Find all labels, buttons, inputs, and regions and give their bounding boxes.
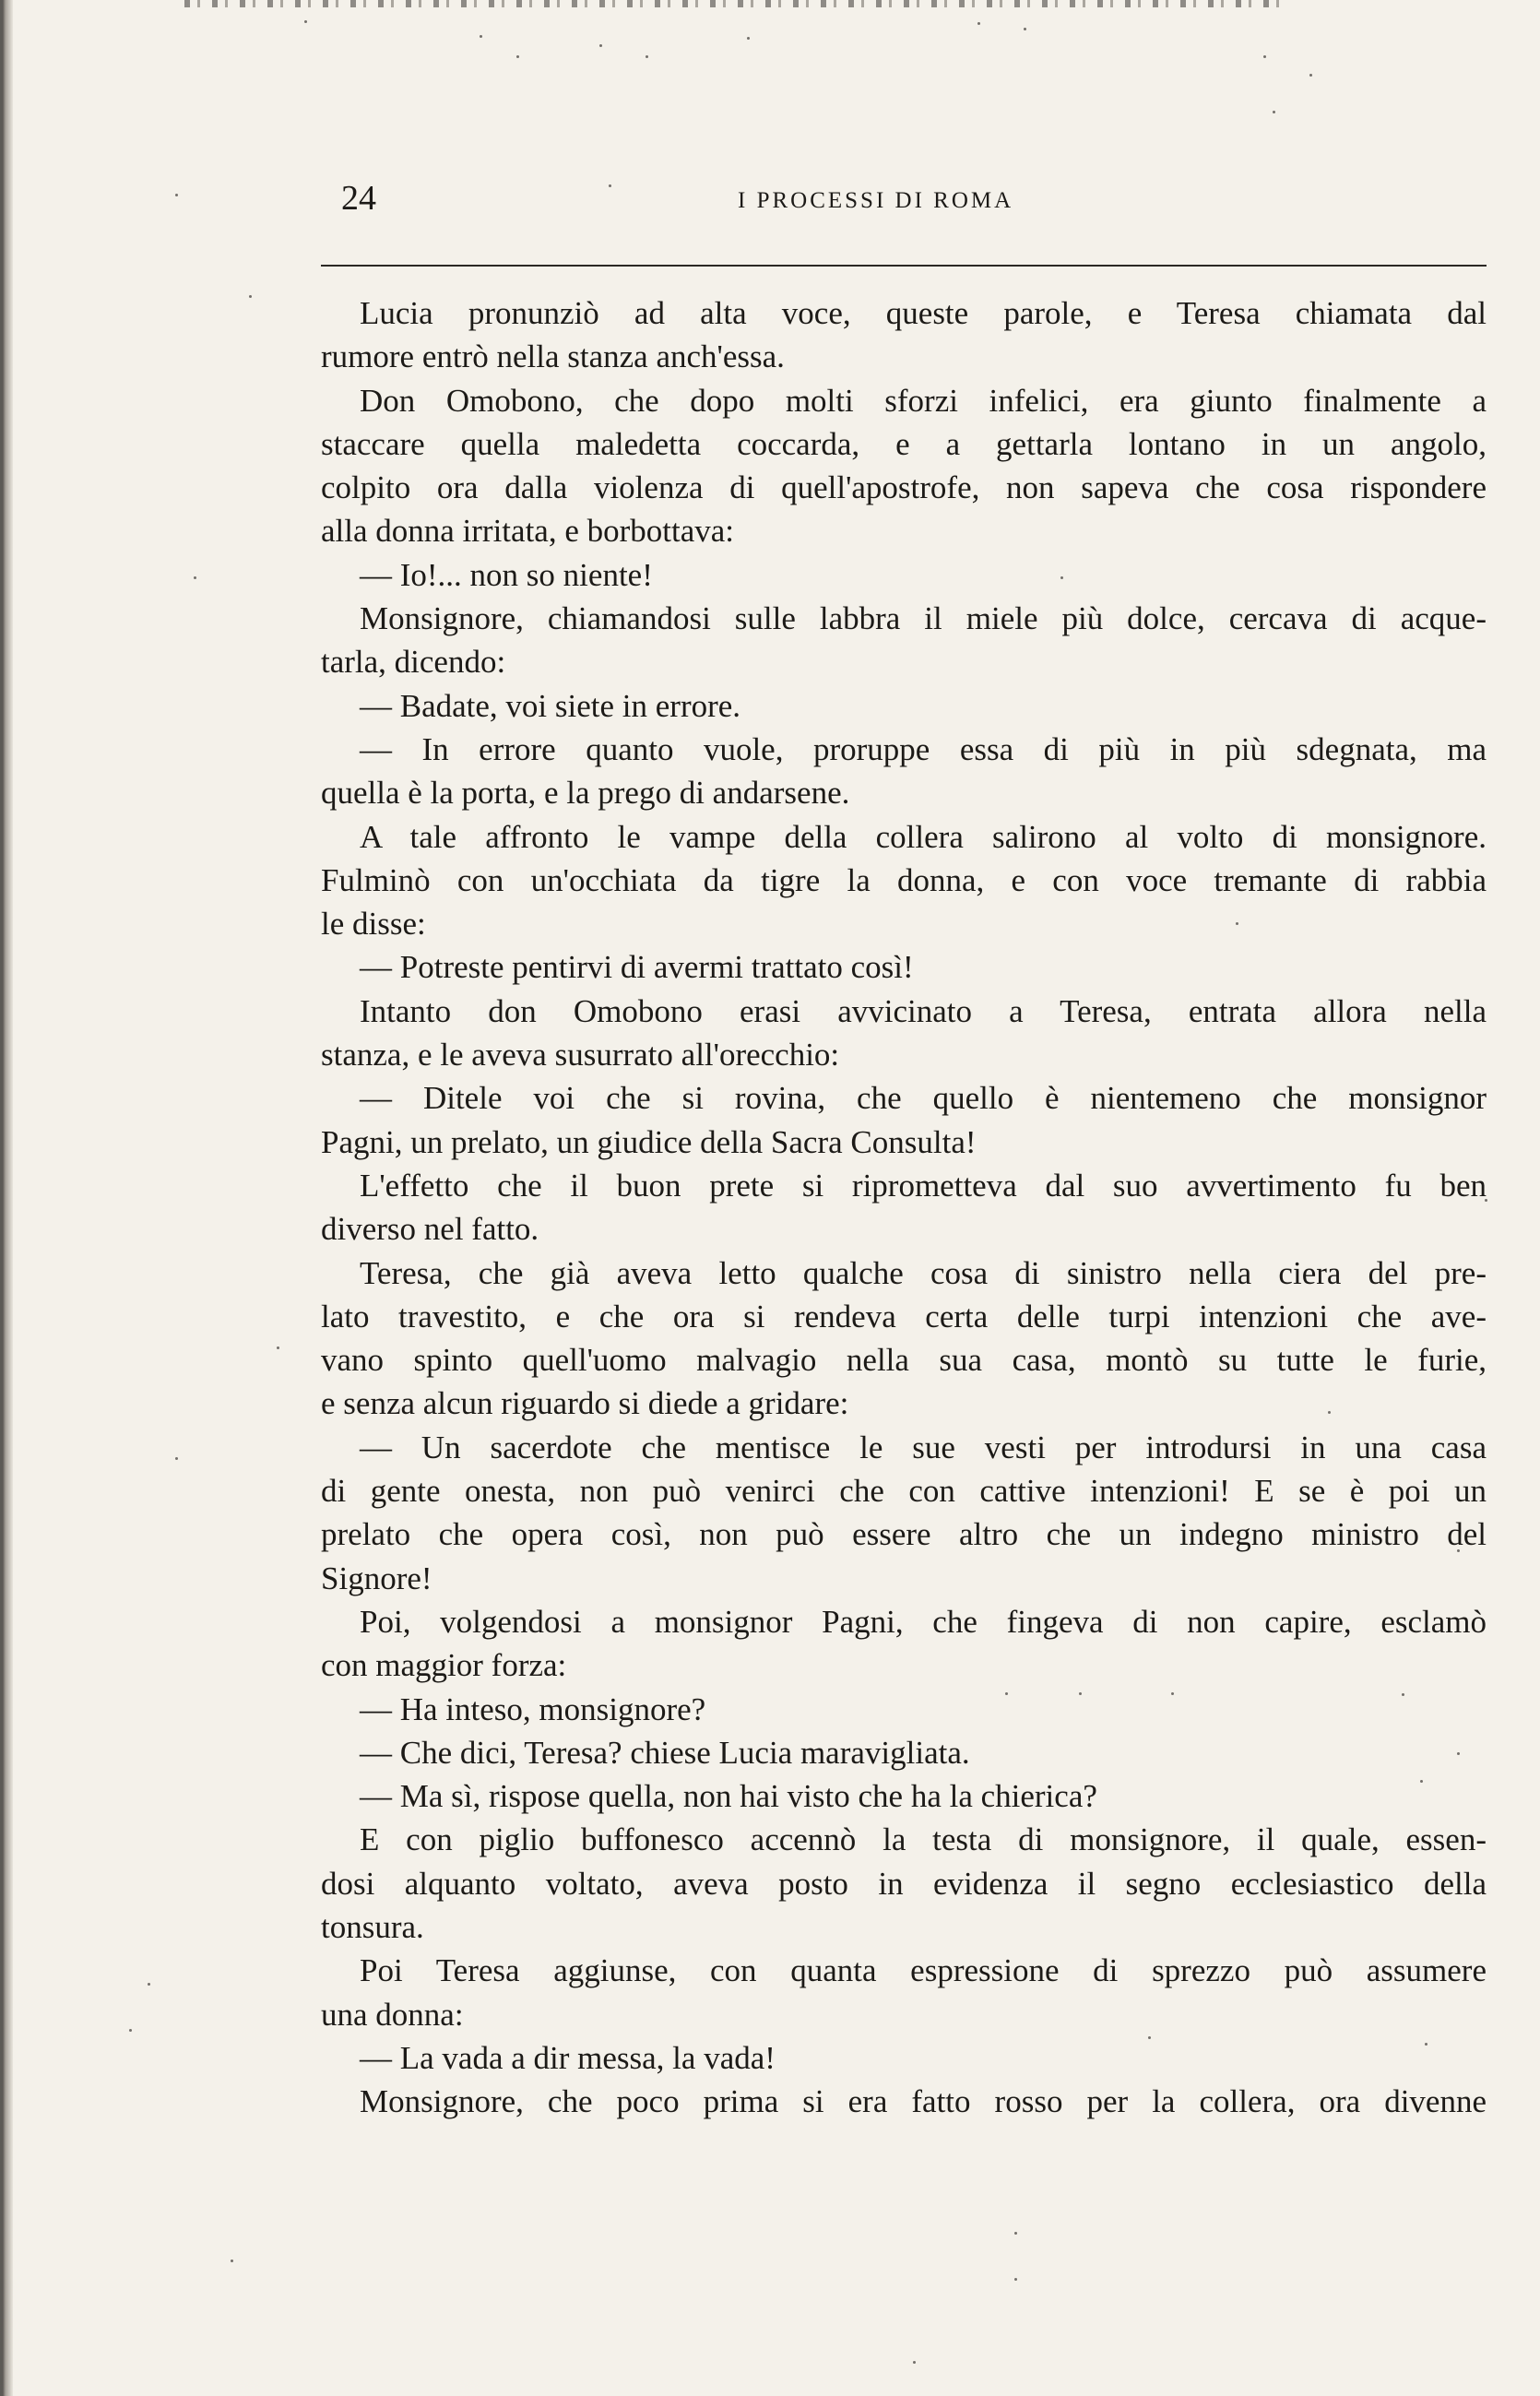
paper-speck [516, 55, 519, 58]
page-header [341, 175, 1485, 221]
text-line: e senza alcun riguardo si diede a gridare: [321, 1385, 849, 1422]
body-text [321, 291, 1487, 2123]
text-line: — In errore quanto vuole, proruppe essa di più in più sdegnata, ma [360, 730, 1487, 767]
paper-speck [175, 194, 178, 196]
text-line: staccare quella maledetta coccarda, e a gettarla lontano in un angolo, [321, 425, 1487, 462]
text-line: una donna: [321, 1996, 464, 2033]
text-line: Monsignore, che poco prima si era fatto rosso per la collera, ora divenne [360, 2083, 1487, 2120]
text-line: — Io!... non so niente! [360, 556, 653, 593]
paper-speck [1273, 111, 1275, 113]
text-line: — Che dici, Teresa? chiese Lucia maravigliata. [360, 1734, 970, 1771]
paper-speck [1309, 74, 1312, 77]
text-line: le disse: [321, 906, 426, 943]
paper-speck [277, 1346, 279, 1349]
paper-speck [646, 55, 648, 58]
text-line: quella è la porta, e la prego di andarsene. [321, 775, 850, 812]
text-line: L'effetto che il buon prete si riprometteva dal suo avvertimento fu ben [360, 1167, 1487, 1204]
paper-speck [129, 2029, 132, 2032]
text-line: — Ha inteso, monsignore? [360, 1690, 706, 1727]
paper-speck [480, 35, 482, 38]
text-line: — Badate, voi siete in errore. [360, 687, 741, 724]
text-line: di gente onesta, non può venirci che con cattive intenzioni! E se è poi un [321, 1473, 1487, 1510]
text-line: vano spinto quell'uomo malvagio nella sua casa, montò su tutte le furie, [321, 1342, 1487, 1379]
text-line: dosi alquanto voltato, aveva posto in evidenza il segno ecclesiastico della [321, 1865, 1487, 1902]
top-page-edge [184, 0, 1291, 7]
text-line: — Ditele voi che si rovina, che quello è nientemeno che monsignor [360, 1080, 1487, 1117]
text-line: tarla, dicendo: [321, 644, 506, 681]
text-line: Poi Teresa aggiunse, con quanta espressione di sprezzo può assumere [360, 1952, 1487, 1989]
text-line: Signore! [321, 1560, 432, 1596]
text-line: Monsignore, chiamandosi sulle labbra il miele più dolce, cercava di acque- [360, 600, 1487, 637]
text-line: con maggior forza: [321, 1647, 567, 1684]
paper-speck [148, 1983, 150, 1986]
text-line: Lucia pronunziò ad alta voce, queste parole, e Teresa chiamata dal [360, 295, 1487, 331]
text-line: Don Omobono, che dopo molti sforzi infelici, era giunto finalmente a [360, 382, 1487, 419]
paper-speck [175, 1457, 178, 1460]
text-line: Fulminò con un'occhiata da tigre la donna, e con voce tremante di rabbia [321, 861, 1487, 898]
text-line: E con piglio buffonesco accennò la testa di monsignore, il quale, essen- [360, 1821, 1487, 1858]
paper-speck [231, 2260, 233, 2262]
paper-speck [249, 295, 252, 298]
paper-speck [1263, 55, 1266, 58]
text-line: Intanto don Omobono erasi avvicinato a Teresa, entrata allora nella [360, 992, 1487, 1029]
text-line: — Un sacerdote che mentisce le sue vesti per introdursi in una casa [360, 1429, 1487, 1465]
text-line: — Ma sì, rispose quella, non hai visto che ha la chierica? [360, 1778, 1097, 1815]
paper-speck [1014, 2278, 1017, 2281]
text-line: tonsura. [321, 1908, 424, 1945]
paper-speck [747, 37, 750, 40]
paper-speck [913, 2361, 916, 2364]
header-rule [321, 265, 1487, 267]
running-title: I PROCESSI DI ROMA [738, 188, 1014, 213]
text-line: Pagni, un prelato, un giudice della Sacra Consulta! [321, 1123, 977, 1160]
text-line: Poi, volgendosi a monsignor Pagni, che fingeva di non capire, esclamò [360, 1603, 1487, 1640]
text-line: A tale affronto le vampe della collera salirono al volto di monsignore. [360, 818, 1487, 855]
paper-speck [1024, 28, 1026, 30]
text-line: — La vada a dir messa, la vada! [360, 2039, 776, 2076]
paper-speck [304, 20, 307, 23]
text-line: — Potreste pentirvi di avermi trattato così! [360, 949, 914, 986]
text-line: colpito ora dalla violenza di quell'apostrofe, non sapeva che cosa rispondere [321, 469, 1487, 506]
paper-speck [1014, 2232, 1017, 2235]
text-line: lato travestito, e che ora si rendeva certa delle turpi intenzioni che ave- [321, 1298, 1487, 1334]
text-line: Teresa, che già aveva letto qualche cosa di sinistro nella ciera del pre- [360, 1254, 1487, 1291]
page-number: 24 [341, 179, 376, 218]
book-spine-shadow [0, 0, 13, 2396]
text-line: alla donna irritata, e borbottava: [321, 513, 735, 550]
paper-speck [977, 22, 980, 25]
paper-speck [194, 576, 196, 579]
text-line: prelato che opera così, non può essere altro che un indegno ministro del [321, 1516, 1487, 1553]
text-line: stanza, e le aveva susurrato all'orecchio: [321, 1037, 840, 1073]
text-line: diverso nel fatto. [321, 1211, 539, 1248]
text-line: rumore entrò nella stanza anch'essa. [321, 338, 785, 375]
paper-speck [599, 44, 602, 47]
